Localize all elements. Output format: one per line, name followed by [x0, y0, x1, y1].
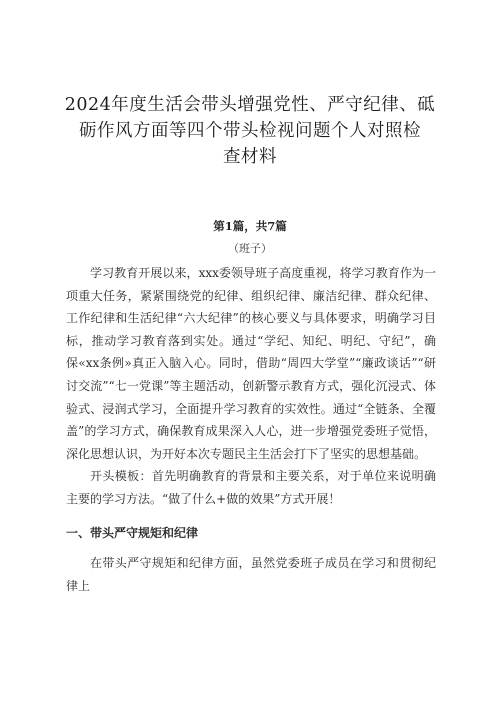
unit-label: （班子） [228, 242, 272, 255]
title-line: 2024年度生活会带头增强党性、严守纪律、砥 [64, 95, 436, 115]
body-paragraph: 开头模板：首先明确教育的背景和主要关系，对于单位来说明确主要的学习方法。“做了什么+做的效果”方式开展！ [66, 469, 436, 506]
part-indicator: 第1篇，共7篇 [213, 219, 287, 233]
document-title [58, 92, 442, 170]
section-heading: 一、带头严守规矩和纪律 [66, 525, 199, 540]
body-paragraph: 学习教育开展以来，xxx委领导班子高度重视，将学习教育作为一项重大任务，紧紧围绕党的纪律、组织纪律、廉洁纪律、群众纪律、工作纪律和生活纪律“六大纪律”的核心要义与具体要求，明确学习目标，推动学习教育落到实处。通过“学纪、知纪、明纪、守纪”，确保«xx条例»真正入脑入心。同时，借助“周四大学堂”“廉政谈话”“研讨交流”“七一党课”等主题活动，创新警示教育方式，强化沉浸式、体验式、浸润式学习，全面提升学习教育的实效性。通过“全链条、全覆盖”的学习方式，确保教育成果深入人心，进一步增强党委班子觉悟，深化思想认识，为开好本次专题民主生活会打下了坚实的思想基础。 [66, 266, 436, 461]
title-line: 砺作风方面等四个带头检视问题个人对照检 [79, 121, 421, 141]
document-body [66, 262, 436, 597]
section-paragraph: 在带头严守规矩和纪律方面，虽然党委班子成员在学习和贯彻纪律上 [66, 556, 436, 593]
title-line: 查材料 [223, 147, 277, 167]
